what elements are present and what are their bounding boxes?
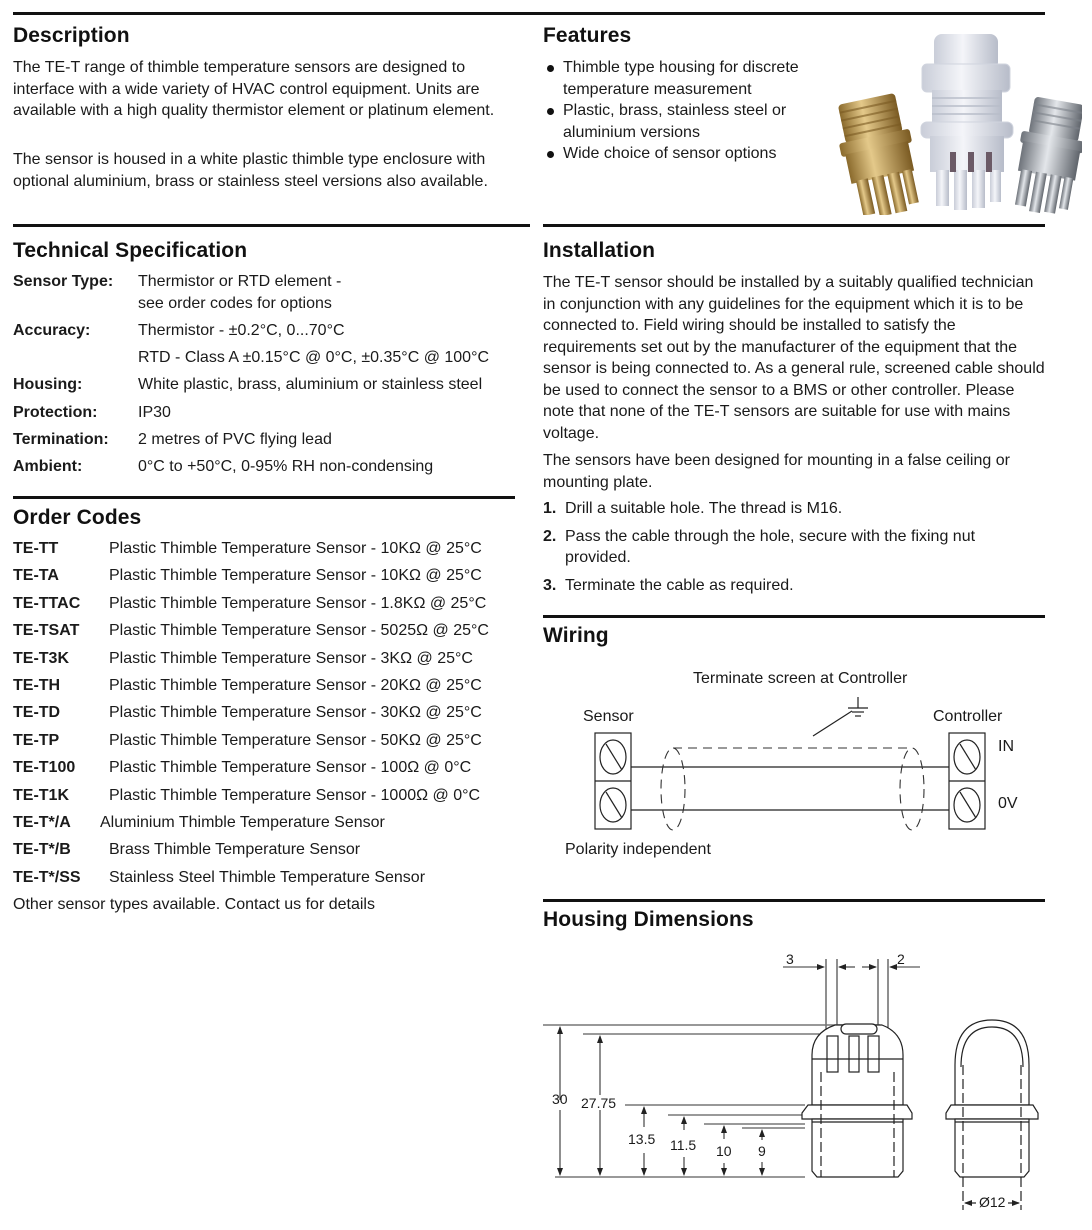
order-desc: Stainless Steel Thimble Temperature Sensor: [109, 868, 426, 886]
installation-steps: [543, 498, 1043, 602]
dim-label: 9: [758, 1143, 766, 1159]
step-number: 2.: [543, 527, 557, 545]
spec-label: Sensor Type:: [13, 273, 114, 290]
spec-label: Housing:: [13, 376, 83, 393]
rule-top-left: [13, 12, 530, 15]
order-row: [13, 702, 523, 729]
rule-ordercodes: [13, 496, 515, 499]
spec-value: Thermistor - ±0.2°C, 0...70°C: [138, 322, 345, 339]
spec-label: Protection:: [13, 404, 98, 421]
order-code: TE-TTAC: [13, 594, 81, 612]
sensor-terminal-block: [595, 733, 631, 829]
wiring-diagram: [540, 660, 1060, 870]
spec-value: White plastic, brass, aluminium or stainless steel: [138, 376, 483, 393]
rule-installation: [543, 224, 1045, 227]
step-number: 1.: [543, 500, 557, 517]
installation-step: [543, 575, 1043, 597]
dim-label: 27.75: [581, 1095, 617, 1111]
order-desc: Brass Thimble Temperature Sensor: [109, 841, 361, 859]
order-desc: Plastic Thimble Temperature Sensor - 30KΩ @ 25°C: [109, 704, 482, 722]
polarity-note: Polarity independent: [565, 841, 711, 858]
spec-label: [13, 347, 138, 374]
terminal-in-label: IN: [998, 738, 1014, 755]
housing-side-view: [802, 1024, 912, 1177]
diameter-label: Ø12: [979, 1194, 1006, 1210]
spec-value: 2 metres of PVC flying lead: [138, 431, 332, 448]
spec-label: Accuracy:: [13, 322, 91, 339]
order-row: [13, 785, 523, 812]
order-row: [13, 538, 523, 565]
dim-label: 30: [552, 1091, 568, 1107]
product-photo: [826, 30, 1082, 215]
order-row: [13, 593, 523, 620]
order-desc: Plastic Thimble Temperature Sensor - 20KΩ @ 25°C: [109, 676, 482, 694]
cable-screen: [661, 748, 924, 830]
spec-row-protection: [13, 402, 523, 429]
controller-label: Controller: [933, 708, 1003, 725]
feature-item: Thimble type housing for discrete temperature measurement: [543, 57, 828, 100]
spec-row-sensor-type: [13, 271, 523, 320]
white-plastic-sensor: [921, 34, 1013, 210]
order-row: [13, 867, 523, 894]
spec-value: [138, 271, 523, 320]
spec-row-accuracy: [13, 320, 523, 347]
housing-dimensions-drawing: [540, 945, 1080, 1225]
order-code: TE-T1K: [13, 786, 69, 804]
spec-value-line: see order codes for options: [138, 294, 332, 312]
earth-ground-icon: [813, 697, 868, 736]
controller-terminal-block: [949, 733, 985, 829]
order-row: [13, 675, 523, 702]
spec-row-ambient: [13, 456, 523, 483]
order-desc: Aluminium Thimble Temperature Sensor: [100, 813, 385, 831]
brass-sensor: [831, 91, 926, 215]
order-row: [13, 648, 523, 675]
description-paragraph-1: The TE-T range of thimble temperature sensors are designed to interface with a wide variety of HVAC control equipment. Units are available with a high quality thermistor element or platinum element.: [13, 59, 495, 119]
order-desc: Plastic Thimble Temperature Sensor - 10KΩ @ 25°C: [109, 567, 482, 585]
spec-value: RTD - Class A ±0.15°C @ 0°C, ±0.35°C @ 100°C: [138, 349, 490, 366]
spec-row-termination: [13, 429, 523, 456]
order-row: [13, 757, 523, 784]
dim-label: 3: [786, 951, 794, 967]
spec-row-housing: [13, 374, 523, 402]
housing-front-view: [946, 1020, 1038, 1210]
order-desc: Plastic Thimble Temperature Sensor - 3KΩ @ 25°C: [109, 649, 473, 667]
rule-techspec: [13, 224, 530, 227]
order-code: TE-T100: [13, 759, 76, 777]
description-heading: Description: [13, 24, 130, 47]
order-desc: Plastic Thimble Temperature Sensor - 50KΩ @ 25°C: [109, 731, 482, 749]
order-desc: Plastic Thimble Temperature Sensor - 5025Ω @ 25°C: [109, 622, 489, 640]
order-desc: Plastic Thimble Temperature Sensor - 10KΩ @ 25°C: [109, 540, 482, 557]
features-list: [543, 57, 828, 165]
sensor-label: Sensor: [583, 708, 634, 725]
spec-value: IP30: [138, 404, 171, 421]
step-number: 3.: [543, 576, 557, 594]
rule-wiring: [543, 615, 1045, 618]
features-heading: Features: [543, 24, 632, 47]
description-paragraph-2: The sensor is housed in a white plastic thimble type enclosure with optional aluminium, brass or stainless steel versions also available.: [13, 151, 488, 190]
order-code: TE-TA: [13, 567, 59, 585]
order-code: TE-TT: [13, 540, 59, 557]
order-codes-footnote: Other sensor types available. Contact us for details: [13, 896, 375, 914]
techspec-heading: Technical Specification: [13, 239, 248, 262]
spec-label: Ambient:: [13, 458, 83, 475]
spec-table: [13, 271, 523, 483]
installation-paragraph-2: The sensors have been designed for mounting in a false ceiling or mounting plate.: [543, 452, 1010, 491]
order-code: TE-T*/A: [13, 813, 71, 831]
order-code: TE-T*/SS: [13, 868, 81, 886]
order-code: TE-TSAT: [13, 622, 80, 640]
step-text: Drill a suitable hole. The thread is M16.: [565, 500, 843, 517]
spec-value: 0°C to +50°C, 0-95% RH non-condensing: [138, 458, 434, 475]
rule-housing: [543, 899, 1045, 902]
housing-heading: Housing Dimensions: [543, 908, 754, 931]
order-row: [13, 839, 523, 866]
spec-label: Termination:: [13, 431, 109, 448]
rule-top-right: [530, 12, 1045, 15]
spec-value-line: Thermistor or RTD element -: [138, 273, 342, 290]
order-desc: Plastic Thimble Temperature Sensor - 1000Ω @ 0°C: [109, 786, 481, 804]
order-code: TE-TP: [13, 731, 60, 749]
terminal-0v-label: 0V: [998, 795, 1018, 812]
order-code: TE-T3K: [13, 649, 69, 667]
installation-step: [543, 526, 983, 569]
screen-note-label: Terminate screen at Controller: [693, 670, 908, 687]
dim-label: 11.5: [670, 1137, 697, 1153]
feature-item: Plastic, brass, stainless steel or aluminium versions: [543, 100, 828, 143]
dim-label: 10: [716, 1143, 732, 1159]
order-desc: Plastic Thimble Temperature Sensor - 100Ω @ 0°C: [109, 759, 472, 777]
order-code: TE-T*/B: [13, 841, 71, 859]
order-row: [13, 730, 523, 757]
installation-paragraph-1: The TE-T sensor should be installed by a suitably qualified technician in conjunction with any guidelines for the equipment which it is to be connected to. Field wiring should be installed to satisfy the requirements set out by the manufacturer of the equipment that the sensor is being connected to. As a general rule, screened cable should be used to connect the sensor to a BMS or other controller. Please note that none of the TE-T sensors are suitable for use with mains voltage.: [543, 274, 1045, 442]
feature-item: Wide choice of sensor options: [543, 143, 828, 165]
step-text: Pass the cable through the hole, secure with the fixing nut provided.: [565, 527, 976, 566]
wiring-heading: Wiring: [543, 624, 609, 647]
order-row: [13, 565, 523, 592]
spec-row-accuracy-rtd: [13, 347, 523, 374]
order-row: [13, 620, 523, 647]
order-codes-table: [13, 538, 523, 916]
order-desc: Plastic Thimble Temperature Sensor - 1.8KΩ @ 25°C: [109, 594, 487, 612]
order-codes-heading: Order Codes: [13, 506, 142, 529]
order-row: [13, 812, 523, 839]
installation-heading: Installation: [543, 239, 656, 262]
dim-label: 13.5: [628, 1131, 656, 1147]
aluminium-sensor: [1008, 95, 1082, 215]
order-code: TE-TH: [13, 676, 61, 694]
order-code: TE-TD: [13, 704, 61, 722]
dim-label: 2: [897, 951, 905, 967]
installation-step: [543, 498, 1043, 520]
step-text: Terminate the cable as required.: [565, 576, 794, 594]
